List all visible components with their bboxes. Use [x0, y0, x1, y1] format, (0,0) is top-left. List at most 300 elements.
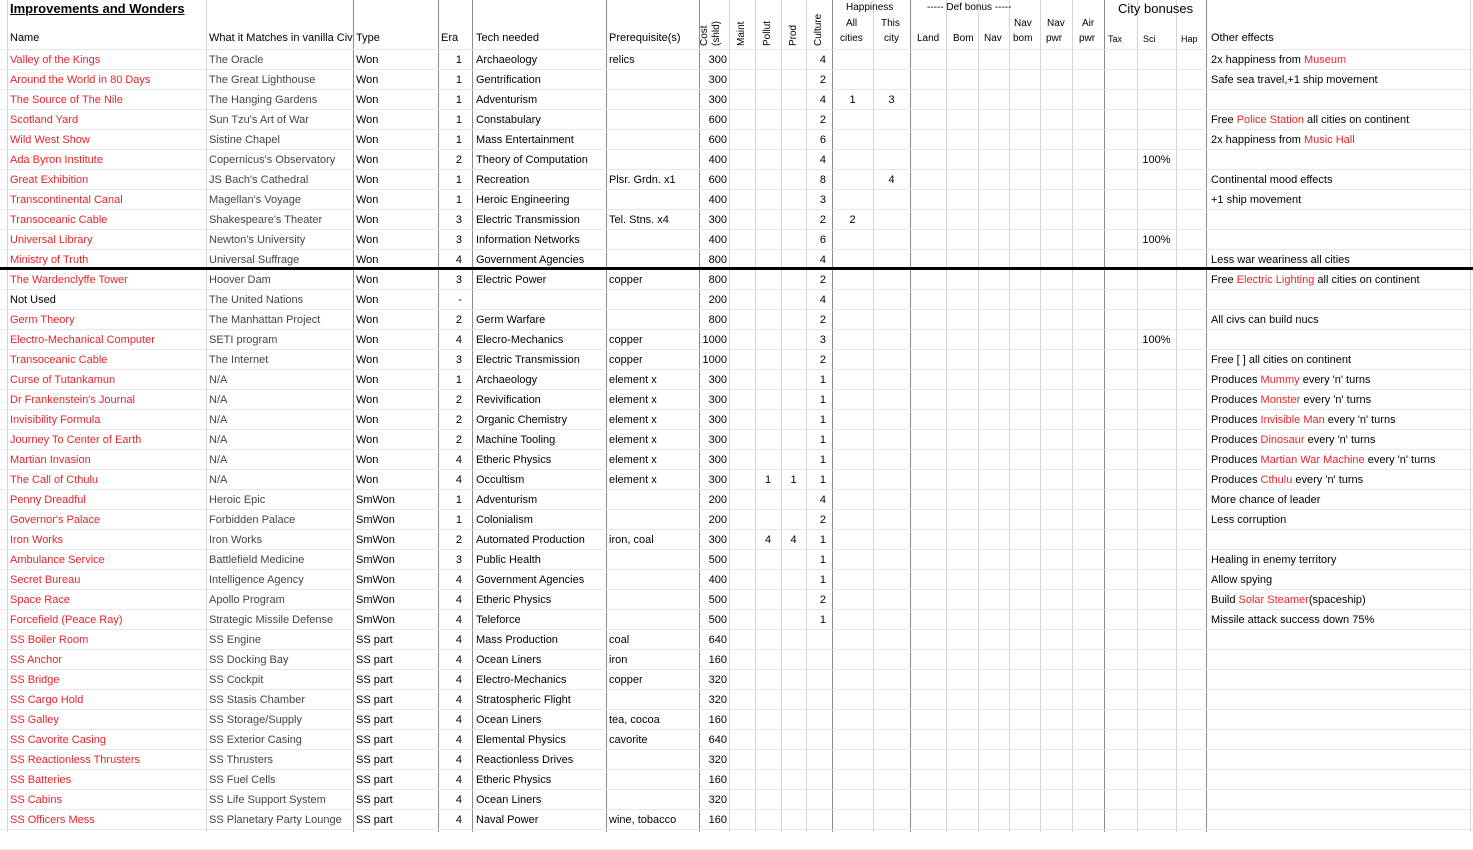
row-divider: [0, 149, 1473, 150]
cell-tech: Public Health: [476, 554, 541, 566]
column-divider: [1176, 0, 1177, 832]
header-nav-bom-2: bom: [1013, 33, 1033, 44]
cell-type: Won: [356, 174, 379, 186]
cell-all: [832, 413, 873, 427]
cell-cost: 300: [708, 534, 727, 546]
cell-other: [1211, 693, 1469, 707]
cell-cost: 640: [708, 634, 727, 646]
cell-cost: 200: [708, 294, 727, 306]
cell-maint: [729, 373, 753, 387]
cell-era: 4: [455, 774, 462, 786]
cell-prod: [781, 333, 806, 347]
cell-name: Penny Dreadful: [10, 494, 86, 506]
row-divider: [0, 769, 1473, 770]
cell-all: [832, 73, 873, 87]
cell-maint: [729, 593, 753, 607]
cell-this: [873, 733, 910, 747]
cell-match: Magellan's Voyage: [209, 194, 301, 206]
cell-other: Allow spying: [1211, 574, 1273, 586]
cell-culture: [806, 713, 826, 727]
cell-culture: 3: [819, 194, 826, 206]
cell-culture: 2: [819, 114, 826, 126]
cell-tech: Archaeology: [476, 54, 538, 66]
cell-this: [873, 573, 910, 587]
cell-culture: [806, 753, 826, 767]
cell-prod: [781, 373, 806, 387]
cell-match: The Great Lighthouse: [209, 74, 316, 86]
cell-sci: [1137, 133, 1176, 147]
cell-all: [832, 613, 873, 627]
cell-maint: [729, 193, 753, 207]
row-divider: [0, 349, 1473, 350]
cell-prod: [781, 393, 806, 407]
row-divider: [0, 109, 1473, 110]
cell-maint: [729, 473, 753, 487]
row-divider: [0, 809, 1473, 810]
header-era: Era: [441, 32, 459, 44]
cell-all: [832, 333, 873, 347]
cell-name: Ada Byron Institute: [10, 154, 103, 166]
cell-culture: 1: [819, 414, 826, 426]
cell-prereq: [609, 153, 697, 167]
cell-era: -: [458, 294, 462, 306]
header-pollut: Pollut: [762, 20, 773, 46]
cell-pollut: [755, 193, 781, 207]
cell-prereq: [609, 133, 697, 147]
cell-all: [832, 593, 873, 607]
cell-this: [873, 633, 910, 647]
cell-prereq: element x: [609, 414, 657, 426]
cell-name: SS Officers Mess: [10, 814, 95, 826]
cell-era: 4: [455, 794, 462, 806]
cell-name: Germ Theory: [10, 314, 75, 326]
cell-other: [1211, 773, 1469, 787]
cell-cost: 320: [708, 754, 727, 766]
cell-maint: [729, 733, 753, 747]
cell-culture: 1: [819, 574, 826, 586]
cell-all: [832, 573, 873, 587]
header-cost-unit: (shld): [711, 20, 722, 46]
cell-tech: Ocean Liners: [476, 714, 542, 726]
cell-cost: 600: [708, 174, 727, 186]
cell-prereq: relics: [609, 54, 635, 66]
cell-pollut: [755, 513, 781, 527]
cell-this: [873, 673, 910, 687]
row-divider: [0, 369, 1473, 370]
row-divider: [0, 429, 1473, 430]
cell-prod: [781, 153, 806, 167]
row-divider: [0, 589, 1473, 590]
cell-name: SS Bridge: [10, 674, 60, 686]
cell-name: Wild West Show: [10, 134, 90, 146]
cell-type: Won: [356, 374, 379, 386]
cell-prereq: copper: [609, 354, 643, 366]
cell-match: The Manhattan Project: [209, 314, 321, 326]
cell-match: Universal Suffrage: [209, 254, 300, 266]
cell-pollut: [755, 73, 781, 87]
cell-type: SS part: [356, 814, 393, 826]
cell-era: 1: [455, 134, 462, 146]
row-divider: [0, 449, 1473, 450]
cell-type: Won: [356, 354, 379, 366]
cell-name: SS Cavorite Casing: [10, 734, 106, 746]
cell-other: Continental mood effects: [1211, 174, 1333, 186]
header-type: Type: [356, 32, 380, 44]
cell-era: 4: [455, 674, 462, 686]
cell-era: 1: [455, 514, 462, 526]
cell-prod: [781, 233, 806, 247]
cell-type: SS part: [356, 634, 393, 646]
cell-type: SS part: [356, 754, 393, 766]
cell-era: 4: [455, 814, 462, 826]
cell-maint: [729, 713, 753, 727]
cell-name: The Wardenclyffe Tower: [10, 274, 128, 286]
cell-prod: [781, 733, 806, 747]
cell-other: Produces Mummy every 'n' turns: [1211, 374, 1371, 386]
cell-cost: 300: [708, 454, 727, 466]
cell-maint: [729, 173, 753, 187]
cell-culture: 2: [819, 314, 826, 326]
cell-prod: 1: [790, 474, 797, 486]
cell-pollut: [755, 273, 781, 287]
cell-maint: [729, 293, 753, 307]
cell-culture: [806, 693, 826, 707]
cell-maint: [729, 333, 753, 347]
cell-name: SS Cargo Hold: [10, 694, 84, 706]
cell-this: [873, 333, 910, 347]
cell-cost: 600: [708, 114, 727, 126]
cell-all: [832, 773, 873, 787]
cell-name: Martian Invasion: [10, 454, 91, 466]
cell-match: Heroic Epic: [209, 494, 266, 506]
cell-pollut: [755, 313, 781, 327]
cell-sci: [1137, 313, 1176, 327]
cell-other: +1 ship movement: [1211, 194, 1302, 206]
row-divider: [0, 569, 1473, 570]
cell-era: 4: [455, 254, 462, 266]
cell-maint: [729, 153, 753, 167]
cell-cost: 300: [708, 74, 727, 86]
row-divider: [0, 709, 1473, 710]
header-air-pwr-2: pwr: [1079, 33, 1096, 44]
cell-sci: [1137, 293, 1176, 307]
sheet-title: Improvements and Wonders: [10, 1, 185, 16]
cell-sci: [1137, 213, 1176, 227]
cell-culture: 2: [819, 214, 826, 226]
cell-this: [873, 373, 910, 387]
cell-prod: [781, 53, 806, 67]
cell-sci: [1137, 493, 1176, 507]
cell-type: SS part: [356, 734, 393, 746]
column-divider: [1206, 0, 1207, 832]
cell-pollut: [755, 233, 781, 247]
cell-type: Won: [356, 454, 379, 466]
cell-all: [832, 473, 873, 487]
cell-type: Won: [356, 154, 379, 166]
column-divider: [1470, 0, 1471, 832]
cell-type: Won: [356, 54, 379, 66]
cell-name: Secret Bureau: [10, 574, 81, 586]
cell-prereq: cavorite: [609, 734, 648, 746]
cell-sci: [1137, 793, 1176, 807]
cell-pollut: [755, 113, 781, 127]
cell-match: Strategic Missile Defense: [209, 614, 334, 626]
cell-era: 4: [455, 694, 462, 706]
cell-this: [873, 53, 910, 67]
cell-sci: [1137, 553, 1176, 567]
cell-type: SmWon: [356, 514, 395, 526]
cell-tech: Automated Production: [476, 534, 585, 546]
header-all: All: [846, 18, 858, 29]
header-prod: Prod: [788, 24, 799, 46]
cell-tech: Etheric Physics: [476, 774, 552, 786]
cell-all: [832, 153, 873, 167]
header-hap: Hap: [1181, 34, 1198, 44]
cell-sci: [1137, 573, 1176, 587]
cell-prereq: element x: [609, 394, 657, 406]
cell-type: Won: [356, 234, 379, 246]
cell-prereq: [609, 693, 697, 707]
cell-cost: 300: [708, 374, 727, 386]
cell-prod: [781, 493, 806, 507]
cell-prereq: [609, 593, 697, 607]
cell-tech: Machine Tooling: [476, 434, 556, 446]
row-divider: [0, 49, 1473, 50]
cell-culture: 3: [819, 334, 826, 346]
row-divider: [0, 489, 1473, 490]
cell-maint: [729, 393, 753, 407]
row-divider: [0, 789, 1473, 790]
cell-prod: [781, 413, 806, 427]
cell-other: 2x happiness from Music Hall: [1211, 134, 1355, 146]
cell-sci: [1137, 593, 1176, 607]
header-land: Land: [917, 33, 940, 44]
cell-tech: Government Agencies: [476, 254, 585, 266]
cell-type: Won: [356, 134, 379, 146]
header-prereq: Prerequisite(s): [609, 32, 681, 44]
cell-culture: 4: [819, 254, 826, 266]
cell-era: 3: [455, 554, 462, 566]
cell-era: 2: [455, 414, 462, 426]
cell-name: Ambulance Service: [10, 554, 105, 566]
cell-type: Won: [356, 254, 379, 266]
cell-other: [1211, 713, 1469, 727]
cell-maint: [729, 773, 753, 787]
cell-culture: [806, 653, 826, 667]
cell-era: 4: [455, 574, 462, 586]
cell-match: N/A: [209, 374, 228, 386]
cell-other: 2x happiness from Museum: [1211, 54, 1347, 66]
cell-all: [832, 453, 873, 467]
cell-prod: [781, 433, 806, 447]
cell-prereq: [609, 793, 697, 807]
header-tech: Tech needed: [476, 32, 539, 44]
cell-other: Produces Cthulu every 'n' turns: [1211, 474, 1364, 486]
cell-tech: Constabulary: [476, 114, 541, 126]
cell-culture: 4: [819, 54, 826, 66]
cell-name: Invisibility Formula: [10, 414, 101, 426]
cell-prod: [781, 693, 806, 707]
cell-prod: [781, 513, 806, 527]
cell-maint: [729, 633, 753, 647]
cell-this: [873, 513, 910, 527]
cell-all: [832, 533, 873, 547]
cell-pollut: [755, 753, 781, 767]
cell-prod: [781, 313, 806, 327]
cell-tech: Elecro-Mechanics: [476, 334, 564, 346]
cell-era: 4: [455, 654, 462, 666]
cell-match: Shakespeare's Theater: [209, 214, 323, 226]
cell-sci: [1137, 433, 1176, 447]
cell-prod: [781, 633, 806, 647]
header-match: What it Matches in vanilla Civ: [209, 32, 353, 44]
cell-other: [1211, 733, 1469, 747]
cell-prereq: coal: [609, 634, 630, 646]
cell-maint: [729, 253, 753, 267]
cell-culture: 1: [819, 554, 826, 566]
cell-pollut: [755, 253, 781, 267]
cell-other: More chance of leader: [1211, 494, 1321, 506]
cell-prod: [781, 73, 806, 87]
cell-prereq: element x: [609, 434, 657, 446]
cell-tech: Etheric Physics: [476, 454, 552, 466]
cell-other: [1211, 673, 1469, 687]
cell-prereq: element x: [609, 454, 657, 466]
cell-era: 3: [455, 234, 462, 246]
cell-tech: Electric Power: [476, 274, 547, 286]
cell-prereq: [609, 493, 697, 507]
cell-name: Journey To Center of Earth: [10, 434, 142, 446]
header-tax: Tax: [1108, 34, 1123, 44]
cell-type: SS part: [356, 714, 393, 726]
cell-all: [832, 693, 873, 707]
cell-other: Produces Monster every 'n' turns: [1211, 394, 1372, 406]
row-divider: [0, 549, 1473, 550]
cell-match: SS Docking Bay: [209, 654, 289, 666]
cell-name: Great Exhibition: [10, 174, 89, 186]
column-divider: [472, 0, 473, 832]
cell-maint: [729, 213, 753, 227]
cell-maint: [729, 93, 753, 107]
cell-culture: 1: [819, 454, 826, 466]
cell-era: 1: [455, 374, 462, 386]
cell-sci: [1137, 353, 1176, 367]
cell-sci: [1137, 173, 1176, 187]
cell-this: [873, 393, 910, 407]
cell-prereq: [609, 573, 697, 587]
header-culture: Culture: [813, 13, 824, 46]
cell-tech: Ocean Liners: [476, 794, 542, 806]
cell-match: N/A: [209, 474, 228, 486]
cell-this: 3: [888, 94, 895, 106]
cell-pollut: [755, 553, 781, 567]
cell-prereq: [609, 193, 697, 207]
cell-prereq: [609, 93, 697, 107]
cell-prod: [781, 553, 806, 567]
cell-tech: Elemental Physics: [476, 734, 566, 746]
cell-era: 2: [455, 154, 462, 166]
cell-other: [1211, 233, 1469, 247]
header-nav-pwr-2: pwr: [1046, 33, 1063, 44]
cell-type: Won: [356, 114, 379, 126]
cell-this: [873, 193, 910, 207]
cell-pollut: [755, 93, 781, 107]
cell-prod: [781, 793, 806, 807]
cell-match: Hoover Dam: [209, 274, 271, 286]
cell-sci: [1137, 513, 1176, 527]
column-divider: [206, 0, 207, 832]
cell-culture: 2: [819, 274, 826, 286]
cell-pollut: [755, 213, 781, 227]
cell-prod: [781, 273, 806, 287]
cell-tech: Electric Transmission: [476, 214, 580, 226]
cell-sci: [1137, 533, 1176, 547]
column-divider: [1040, 0, 1041, 832]
cell-era: 3: [455, 354, 462, 366]
cell-this: [873, 353, 910, 367]
cell-maint: [729, 653, 753, 667]
cell-sci: [1137, 253, 1176, 267]
cell-other: Less war weariness all cities: [1211, 254, 1350, 266]
cell-tech: Teleforce: [476, 614, 521, 626]
cell-prereq: [609, 513, 697, 527]
row-divider: [0, 289, 1473, 290]
cell-sci: [1137, 193, 1176, 207]
cell-tech: Revivification: [476, 394, 541, 406]
cell-pollut: [755, 53, 781, 67]
cell-maint: [729, 553, 753, 567]
cell-prereq: [609, 553, 697, 567]
cell-this: [873, 273, 910, 287]
cell-sci: [1137, 93, 1176, 107]
cell-pollut: [755, 713, 781, 727]
cell-tech: Etheric Physics: [476, 594, 552, 606]
cell-this: [873, 493, 910, 507]
row-divider: [0, 189, 1473, 190]
cell-type: SmWon: [356, 494, 395, 506]
cell-name: Ministry of Truth: [10, 254, 89, 266]
cell-tech: Archaeology: [476, 374, 538, 386]
cell-match: SS Cockpit: [209, 674, 264, 686]
cell-other: [1211, 93, 1469, 107]
cell-prereq: [609, 253, 697, 267]
cell-culture: 8: [819, 174, 826, 186]
cell-era: 4: [455, 634, 462, 646]
cell-other: [1211, 813, 1469, 827]
cell-culture: 1: [819, 614, 826, 626]
cell-pollut: [755, 613, 781, 627]
cell-match: SS Thrusters: [209, 754, 273, 766]
cell-cost: 640: [708, 734, 727, 746]
cell-type: SS part: [356, 674, 393, 686]
cell-all: [832, 233, 873, 247]
column-divider: [353, 0, 354, 832]
cell-cost: 320: [708, 794, 727, 806]
cell-other: [1211, 333, 1469, 347]
cell-maint: [729, 693, 753, 707]
row-divider: [0, 309, 1473, 310]
cell-all: [832, 273, 873, 287]
cell-pollut: [755, 813, 781, 827]
cell-cost: 300: [708, 394, 727, 406]
cell-cost: 600: [708, 134, 727, 146]
cell-pollut: [755, 153, 781, 167]
column-divider: [1009, 0, 1010, 832]
cell-tech: Ocean Liners: [476, 654, 542, 666]
cell-cost: 160: [708, 654, 727, 666]
cell-name: SS Reactionless Thrusters: [10, 754, 141, 766]
cell-name: SS Cabins: [10, 794, 62, 806]
